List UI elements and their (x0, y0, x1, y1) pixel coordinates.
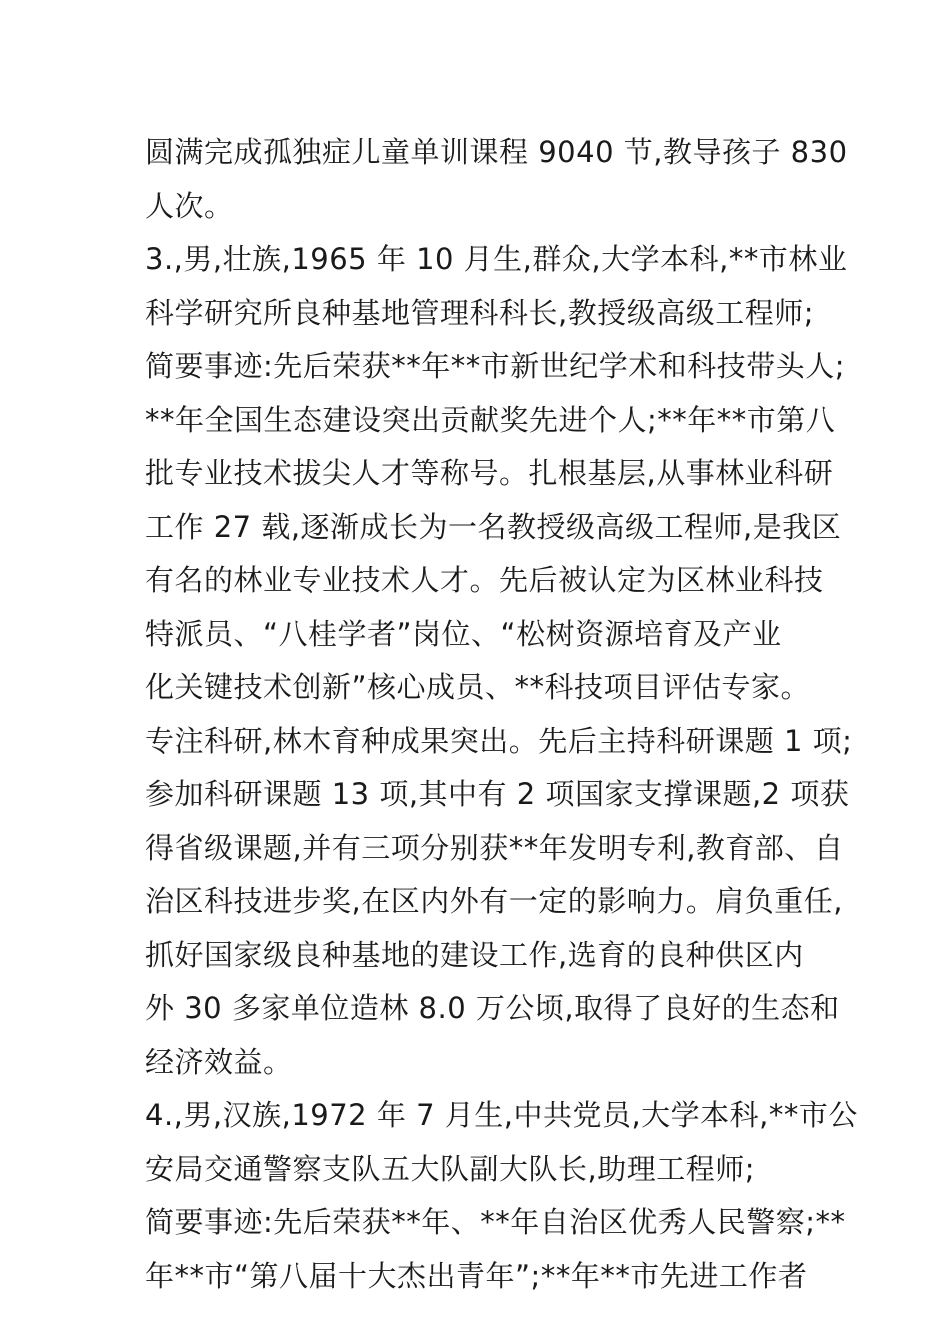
text-line: 外 30 多家单位造林 8.0 万公顷,取得了良好的生态和 (145, 991, 840, 1025)
body-text (145, 126, 858, 1303)
text-line: 专注科研,林木育种成果突出。先后主持科研课题 1 项; (145, 723, 853, 758)
text-line: 年**市“第八届十大杰出青年”;**年**市先进工作者 (145, 1258, 808, 1293)
text-line: 工作 27 载,逐渐成长为一名教授级高级工程师,是我区 (145, 509, 842, 544)
text-line: 安局交通警察支队五大队副大队长,助理工程师; (145, 1151, 755, 1186)
text-line: 人次。 (145, 188, 234, 223)
text-line: 抓好国家级良种基地的建设工作,选育的良种供区内 (145, 937, 804, 972)
text-line: 圆满完成孤独症儿童单训课程 9040 节,教导孩子 830 (145, 135, 848, 169)
text-line: 经济效益。 (145, 1044, 293, 1079)
text-line: **年全国生态建设突出贡献奖先进个人;**年**市第八 (145, 402, 836, 437)
text-line: 简要事迹:先后荣获**年**市新世纪学术和科技带头人; (145, 349, 846, 383)
text-line: 简要事迹:先后荣获**年、**年自治区优秀人民警察;** (145, 1205, 846, 1239)
text-line: 治区科技进步奖,在区内外有一定的影响力。肩负重任, (145, 884, 843, 918)
text-line: 特派员、“八桂学者”岗位、“松树资源培育及产业 (145, 616, 782, 651)
text-line: 化关键技术创新”核心成员、**科技项目评估专家。 (145, 670, 811, 704)
text-line: 有名的林业专业技术人才。先后被认定为区林业科技 (145, 563, 824, 597)
text-line: 科学研究所良种基地管理科科长,教授级高级工程师; (145, 295, 814, 330)
text-line: 参加科研课题 13 项,其中有 2 项国家支撑课题,2 项获 (145, 777, 850, 811)
text-line: 批专业技术拔尖人才等称号。扎根基层,从事林业科研 (145, 456, 834, 490)
text-line: 得省级课题,并有三项分别获**年发明专利,教育部、自 (145, 830, 844, 865)
text-line: 4.,男,汉族,1972 年 7 月生,中共党员,大学本科,**市公 (145, 1098, 858, 1132)
text-line: 3.,男,壮族,1965 年 10 月生,群众,大学本科,**市林业 (145, 242, 848, 276)
